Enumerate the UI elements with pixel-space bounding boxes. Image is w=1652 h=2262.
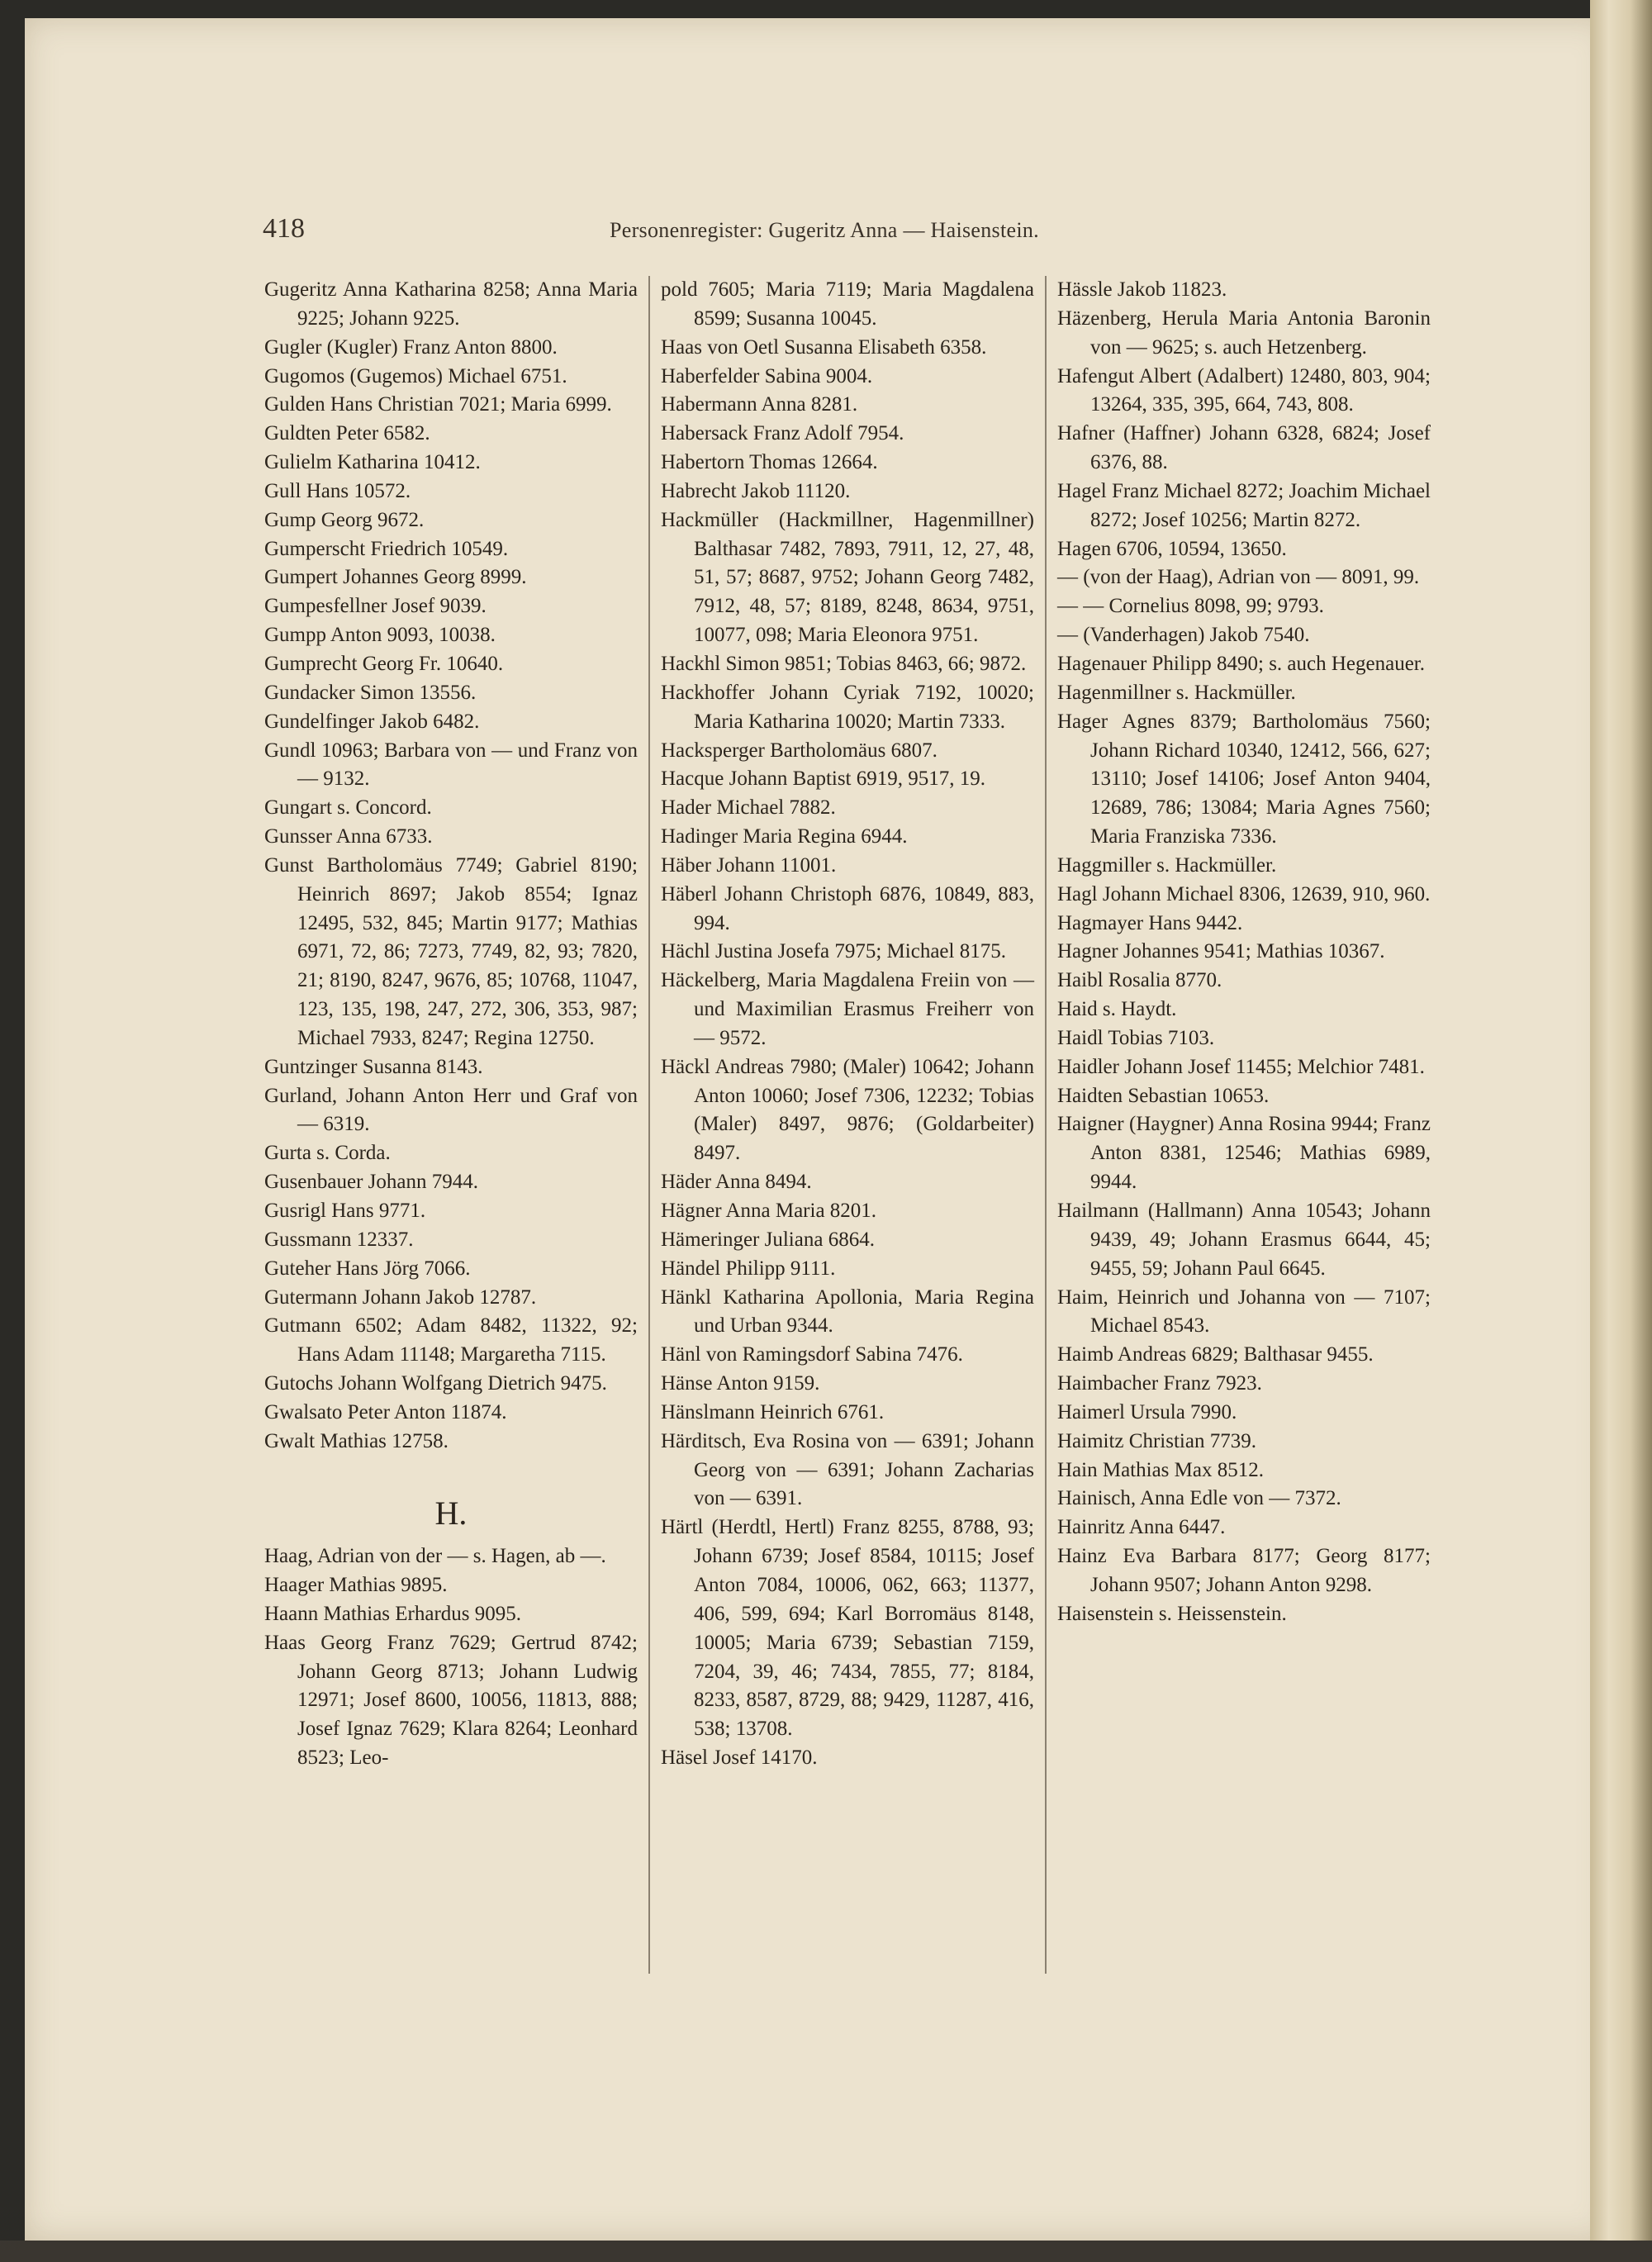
scan-border bbox=[0, 2241, 1652, 2262]
index-entry: Hagl Johann Michael 8306, 12639, 910, 960. bbox=[1057, 882, 1431, 905]
index-entry: Gunst Bartholomäus 7749; Gabriel 8190; Heinrich 8697; Jakob 8554; Ignaz 12495, 532, 845; Martin 9177; Mathias 6971, 72, 86; 7273, 7749, 82, 93; 7820, 21; 8190, 8247, 9676, 85; 10768, 11047, 123, 135, 198, 247, 272, 306, 353, 987; Michael 7933, 8247; Regina 12750. bbox=[264, 853, 638, 1049]
index-entry: Gungart s. Concord. bbox=[264, 796, 432, 820]
index-entry: Gutermann Johann Jakob 12787. bbox=[264, 1285, 537, 1309]
section-letter: H. bbox=[434, 1495, 468, 1533]
index-entry: Hänse Anton 9159. bbox=[661, 1372, 820, 1395]
index-entry: Haager Mathias 9895. bbox=[264, 1573, 448, 1596]
index-entry: Hacksperger Bartholomäus 6807. bbox=[661, 739, 938, 762]
index-entry: — (Vanderhagen) Jakob 7540. bbox=[1057, 624, 1310, 647]
index-entry: Haid s. Haydt. bbox=[1057, 998, 1177, 1021]
index-entry: Hader Michael 7882. bbox=[661, 796, 836, 820]
index-entry: Habermann Anna 8281. bbox=[661, 393, 858, 416]
index-entry: Haimb Andreas 6829; Balthasar 9455. bbox=[1057, 1343, 1374, 1366]
index-entry: Häsel Josef 14170. bbox=[661, 1746, 818, 1770]
index-entry: Häckelberg, Maria Magdalena Freiin von — und Maximilian Erasmus Freiherr von — 9572. bbox=[661, 969, 1034, 1049]
index-entry: Hafner (Haffner) Johann 6328, 6824; Josef 6376, 88. bbox=[1057, 422, 1431, 474]
index-entry: Gugomos (Gugemos) Michael 6751. bbox=[264, 364, 567, 387]
index-entry: Haisenstein s. Heissenstein. bbox=[1057, 1602, 1287, 1625]
index-entry: Haag, Adrian von der — s. Hagen, ab —. bbox=[264, 1545, 606, 1568]
index-entry: Gulden Hans Christian 7021; Maria 6999. bbox=[264, 393, 612, 416]
index-entry: Haas von Oetl Susanna Elisabeth 6358. bbox=[661, 335, 987, 359]
index-entry: Hafengut Albert (Adalbert) 12480, 803, 904; 13264, 335, 395, 664, 743, 808. bbox=[1057, 364, 1431, 416]
page-number: 418 bbox=[263, 213, 305, 244]
index-entry: Haidten Sebastian 10653. bbox=[1057, 1084, 1270, 1107]
index-entry: Haidler Johann Josef 11455; Melchior 7481. bbox=[1057, 1055, 1425, 1078]
index-entry: Haas Georg Franz 7629; Gertrud 8742; Johann Georg 8713; Johann Ludwig 12971; Josef 8600, 10056, 11813, 888; Josef Ignaz 7629; Klara 8264; Leonhard 8523; Leo- bbox=[264, 1631, 638, 1770]
index-entry: Gumprecht Georg Fr. 10640. bbox=[264, 652, 504, 675]
index-entry: Hagel Franz Michael 8272; Joachim Michael 8272; Josef 10256; Martin 8272. bbox=[1057, 479, 1431, 531]
index-entry: Haann Mathias Erhardus 9095. bbox=[264, 1602, 522, 1625]
index-entry: Gusenbauer Johann 7944. bbox=[264, 1171, 478, 1194]
index-entry: — (von der Haag), Adrian von — 8091, 99. bbox=[1057, 566, 1420, 589]
index-entry: Hagenauer Philipp 8490; s. auch Hegenauer. bbox=[1057, 652, 1426, 675]
index-entry: Gwalsato Peter Anton 11874. bbox=[264, 1400, 507, 1423]
index-entry: Hackmüller (Hackmillner, Hagenmillner) Balthasar 7482, 7893, 7911, 12, 27, 48, 51, 57; 8687, 9752; Johann Georg 7482, 7912, 48, 57; 8189, 8248, 8634, 9751, 10077, 098; Maria Eleonora 9751. bbox=[661, 508, 1034, 647]
index-column-3 bbox=[1057, 276, 1431, 1629]
index-entry: Haimitz Christian 7739. bbox=[1057, 1429, 1256, 1452]
index-entry: Guteher Hans Jörg 7066. bbox=[264, 1257, 471, 1280]
index-entry: Härditsch, Eva Rosina von — 6391; Johann Georg von — 6391; Johann Zacharias von — 6391. bbox=[661, 1429, 1034, 1510]
index-entry: — — Cornelius 8098, 99; 9793. bbox=[1057, 595, 1324, 618]
index-entry: Hain Mathias Max 8512. bbox=[1057, 1458, 1264, 1481]
index-column-1 bbox=[264, 276, 638, 1773]
index-entry: Gunsser Anna 6733. bbox=[264, 825, 433, 848]
index-entry: Gundacker Simon 13556. bbox=[264, 681, 477, 704]
index-entry: Härtl (Herdtl, Hertl) Franz 8255, 8788, 93; Johann 6739; Josef 8584, 10115; Josef Anton 7084, 10006, 062, 663; 11377, 406, 599, 694; Karl Borromäus 8148, 10005; Maria 6739; Sebastian 7159, 7204, 39, 46; 7434, 7855, 77; 8184, 8233, 8587, 8729, 88; 9429, 11287, 416, 538; 13708. bbox=[661, 1516, 1034, 1741]
index-entry: Hänslmann Heinrich 6761. bbox=[661, 1400, 885, 1423]
index-entry: Hadinger Maria Regina 6944. bbox=[661, 825, 908, 848]
index-entry: Häckl Andreas 7980; (Maler) 10642; Johann Anton 10060; Josef 7306, 12232; Tobias (Maler) 8497, 9876; (Goldarbeiter) 8497. bbox=[661, 1055, 1034, 1165]
index-entry: Häber Johann 11001. bbox=[661, 853, 837, 877]
index-entry: Habertorn Thomas 12664. bbox=[661, 451, 878, 474]
index-entry: Haimbacher Franz 7923. bbox=[1057, 1372, 1262, 1395]
index-entry: Gulielm Katharina 10412. bbox=[264, 451, 481, 474]
index-entry: Händel Philipp 9111. bbox=[661, 1257, 836, 1280]
index-entry: Gurta s. Corda. bbox=[264, 1142, 391, 1165]
index-entry: Gusrigl Hans 9771. bbox=[264, 1200, 426, 1222]
index-entry: Haigner (Haygner) Anna Rosina 9944; Franz Anton 8381, 12546; Mathias 6989, 9944. bbox=[1057, 1113, 1431, 1194]
index-entry: Haibl Rosalia 8770. bbox=[1057, 969, 1222, 992]
index-entry: Haggmiller s. Hackmüller. bbox=[1057, 853, 1277, 877]
index-entry: Gutochs Johann Wolfgang Dietrich 9475. bbox=[264, 1372, 607, 1395]
index-entry: Hacque Johann Baptist 6919, 9517, 19. bbox=[661, 767, 986, 791]
index-entry: Gump Georg 9672. bbox=[264, 508, 425, 531]
column-divider bbox=[648, 276, 650, 1974]
index-entry: Gumpp Anton 9093, 10038. bbox=[264, 624, 496, 647]
index-entry: Häder Anna 8494. bbox=[661, 1171, 812, 1194]
running-title: Personenregister: Gugeritz Anna — Haisenstein. bbox=[610, 218, 1039, 242]
index-entry: Haberfelder Sabina 9004. bbox=[661, 364, 873, 387]
index-entry: Häzenberg, Herula Maria Antonia Baronin von — 9625; s. auch Hetzenberg. bbox=[1057, 307, 1431, 359]
index-entry: Gugeritz Anna Katharina 8258; Anna Maria 9225; Johann 9225. bbox=[264, 278, 638, 330]
index-entry: Gumpesfellner Josef 9039. bbox=[264, 595, 487, 618]
index-entry: Hächl Justina Josefa 7975; Michael 8175. bbox=[661, 940, 1006, 963]
column-divider bbox=[1045, 276, 1047, 1974]
index-column-2 bbox=[661, 276, 1034, 1773]
index-entry: Haidl Tobias 7103. bbox=[1057, 1026, 1215, 1049]
index-entry: Hagner Johannes 9541; Mathias 10367. bbox=[1057, 940, 1385, 963]
index-entry: Habrecht Jakob 11120. bbox=[661, 479, 851, 502]
index-entry: Haimerl Ursula 7990. bbox=[1057, 1400, 1237, 1423]
index-entry: Hagmayer Hans 9442. bbox=[1057, 911, 1243, 934]
index-entry: Gussmann 12337. bbox=[264, 1228, 414, 1251]
index-entry: Hämeringer Juliana 6864. bbox=[661, 1228, 875, 1251]
index-entry: Hagenmillner s. Hackmüller. bbox=[1057, 681, 1296, 704]
index-entry: Guldten Peter 6582. bbox=[264, 422, 430, 445]
index-entry: Hänkl Katharina Apollonia, Maria Regina und Urban 9344. bbox=[661, 1285, 1034, 1338]
index-entry: Hänl von Ramingsdorf Sabina 7476. bbox=[661, 1343, 963, 1366]
index-entry: Gugler (Kugler) Franz Anton 8800. bbox=[264, 335, 558, 359]
index-entry: Gumpert Johannes Georg 8999. bbox=[264, 566, 527, 589]
index-entry: Gumperscht Friedrich 10549. bbox=[264, 537, 509, 560]
index-entry: Hackhoffer Johann Cyriak 7192, 10020; Maria Katharina 10020; Martin 7333. bbox=[661, 681, 1034, 733]
index-entry: Gundelfinger Jakob 6482. bbox=[264, 710, 480, 733]
index-entry: Hackhl Simon 9851; Tobias 8463, 66; 9872. bbox=[661, 652, 1027, 675]
index-entry: Hägner Anna Maria 8201. bbox=[661, 1200, 877, 1222]
index-entry: Haim, Heinrich und Johanna von — 7107; Michael 8543. bbox=[1057, 1285, 1431, 1338]
index-entry: Guntzinger Susanna 8143. bbox=[264, 1055, 483, 1078]
index-entry: Hainz Eva Barbara 8177; Georg 8177; Johann 9507; Johann Anton 9298. bbox=[1057, 1545, 1431, 1596]
page-edge bbox=[1590, 0, 1652, 2262]
index-entry: Hässle Jakob 11823. bbox=[1057, 278, 1227, 301]
index-entry: pold 7605; Maria 7119; Maria Magdalena 8599; Susanna 10045. bbox=[661, 278, 1034, 330]
index-entry: Hainisch, Anna Edle von — 7372. bbox=[1057, 1487, 1341, 1510]
index-entry: Gurland, Johann Anton Herr und Graf von — 6319. bbox=[264, 1084, 638, 1136]
page-header bbox=[263, 213, 1436, 246]
index-entry: Häberl Johann Christoph 6876, 10849, 883, 994. bbox=[661, 882, 1034, 934]
index-entry: Hainritz Anna 6447. bbox=[1057, 1516, 1226, 1539]
index-entry: Habersack Franz Adolf 7954. bbox=[661, 422, 904, 445]
index-entry: Gull Hans 10572. bbox=[264, 479, 411, 502]
index-entry: Gwalt Mathias 12758. bbox=[264, 1429, 449, 1452]
index-entry: Gundl 10963; Barbara von — und Franz von — 9132. bbox=[264, 739, 638, 791]
index-entry: Gutmann 6502; Adam 8482, 11322, 92; Hans Adam 11148; Margaretha 7115. bbox=[264, 1314, 638, 1366]
index-entry: Hailmann (Hallmann) Anna 10543; Johann 9439, 49; Johann Erasmus 6644, 45; 9455, 59; Johann Paul 6645. bbox=[1057, 1200, 1431, 1280]
index-entry: Hager Agnes 8379; Bartholomäus 7560; Johann Richard 10340, 12412, 566, 627; 13110; Josef 14106; Josef Anton 9404, 12689, 786; 13084; Maria Agnes 7560; Maria Franziska 7336. bbox=[1057, 710, 1431, 848]
section-spacer bbox=[264, 1457, 638, 1485]
index-entry: Hagen 6706, 10594, 13650. bbox=[1057, 537, 1287, 560]
